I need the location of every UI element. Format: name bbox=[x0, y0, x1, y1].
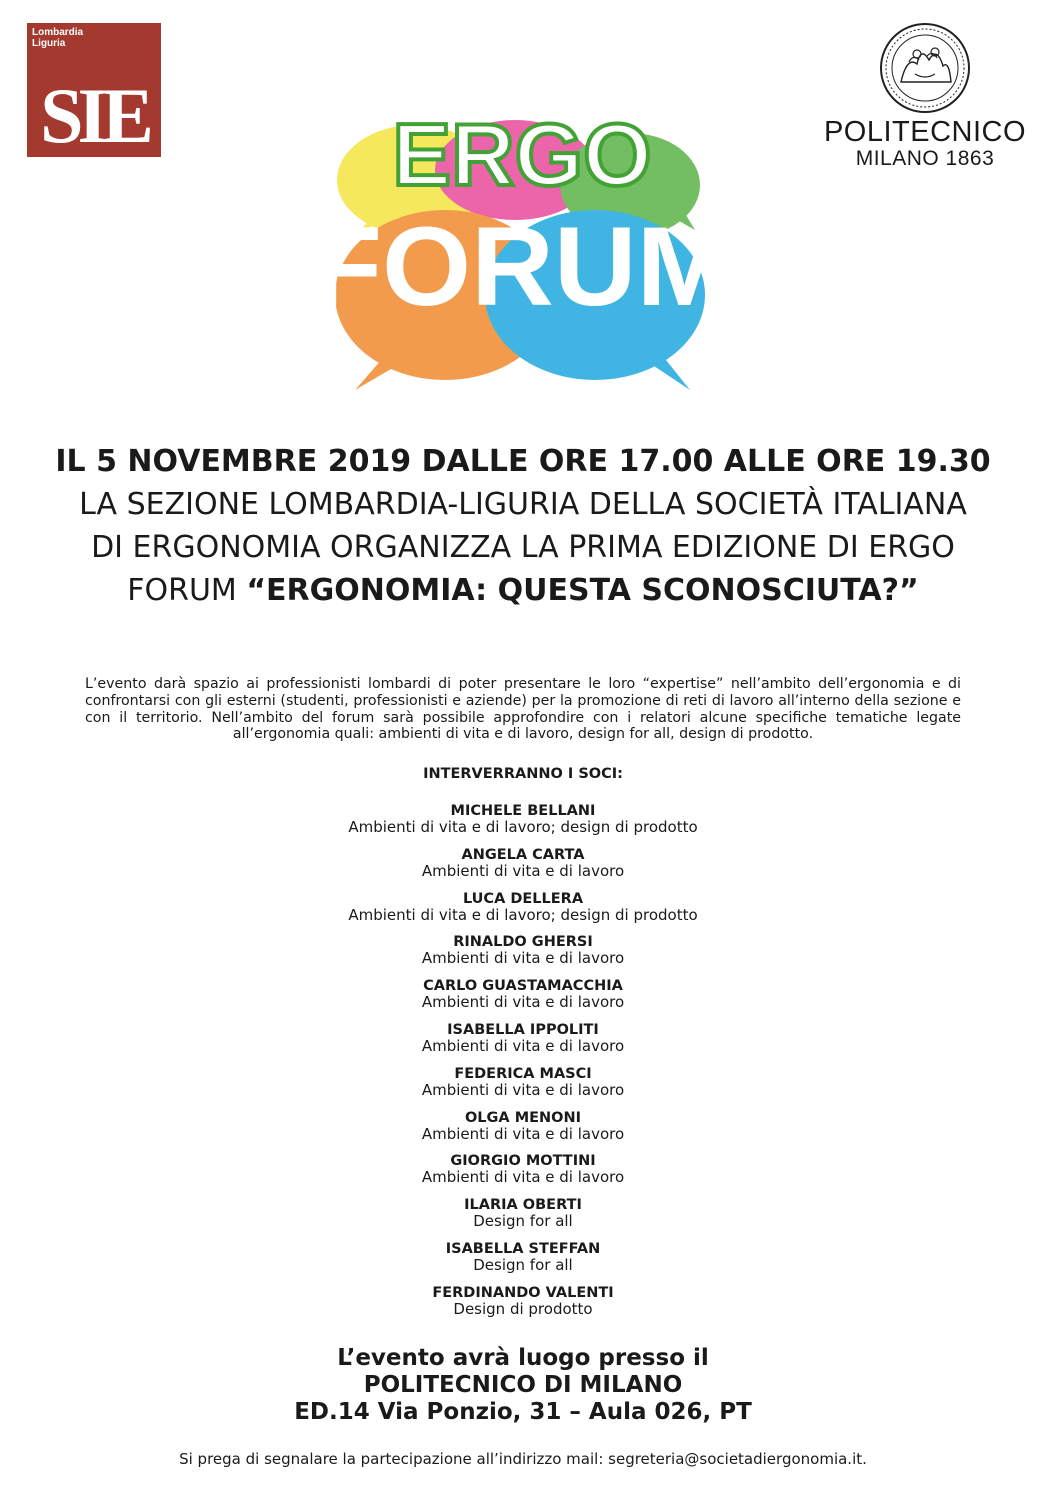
speaker-name: ANGELA CARTA bbox=[461, 846, 585, 863]
headline-line-2: DI ERGONOMIA ORGANIZZA LA PRIMA EDIZIONE DI ERGO bbox=[91, 530, 955, 565]
speaker-item bbox=[0, 1111, 1046, 1155]
footer-note: Si prega di segnalare la partecipazione all’indirizzo mail: segreteria@societadiergonomia.it. bbox=[179, 1450, 867, 1468]
speaker-topic: Ambienti di vita e di lavoro bbox=[421, 861, 625, 880]
speaker-name: LUCA DELLERA bbox=[462, 890, 584, 907]
sie-region-line-1: Lombardia bbox=[32, 27, 84, 38]
speaker-item bbox=[0, 935, 1046, 979]
sie-logo bbox=[27, 23, 161, 157]
speaker-topic: Design for all bbox=[473, 1255, 573, 1274]
ergo-forum-logo bbox=[300, 100, 750, 400]
speaker-name: GIORGIO MOTTINI bbox=[450, 1153, 596, 1170]
headline-line-3-prefix: FORUM bbox=[127, 573, 247, 608]
ergo-logo-text: ERGO bbox=[392, 105, 652, 204]
speaker-topic: Ambienti di vita e di lavoro; design di prodotto bbox=[348, 818, 698, 836]
speaker-name: RINALDO GHERSI bbox=[453, 934, 593, 951]
headline-line-1: LA SEZIONE LOMBARDIA-LIGURIA DELLA SOCIETÀ ITALIANA bbox=[79, 487, 967, 522]
speaker-item bbox=[0, 1023, 1046, 1067]
speaker-item bbox=[0, 804, 1046, 848]
speaker-topic: Ambienti di vita e di lavoro bbox=[421, 1080, 625, 1099]
speaker-item bbox=[0, 1067, 1046, 1111]
politecnico-seal-icon bbox=[879, 22, 971, 114]
speaker-name: ILARIA OBERTI bbox=[464, 1197, 582, 1214]
speaker-name: ISABELLA STEFFAN bbox=[445, 1240, 601, 1257]
sie-region-label bbox=[32, 27, 83, 49]
event-title: “ERGONOMIA: QUESTA SCONOSCIUTA?” bbox=[246, 573, 919, 608]
speaker-item bbox=[0, 848, 1046, 892]
speaker-topic: Design for all bbox=[473, 1212, 573, 1231]
venue-line-2: POLITECNICO DI MILANO bbox=[363, 1372, 683, 1398]
intro-paragraph: L’evento darà spazio ai professionisti lombardi di poter presentare le loro “expertise” nell’ambito dell’ergonomia e di confrontarsi con gli esterni (studenti, professionisti e aziende) per la promozione di reti di lavoro all’interno della sezione e con il territorio. Nell’ambito del forum sarà possibile approfondire con i relatori alcune specifiche tematiche legate all’ergonomia quali: ambienti di vita e di lavoro, design for all, design di prodotto. bbox=[85, 676, 961, 743]
speaker-topic: Ambienti di vita e di lavoro bbox=[421, 1124, 625, 1143]
politecnico-name: POLITECNICO bbox=[823, 116, 1027, 148]
speakers-title: INTERVERRANNO I SOCI: bbox=[423, 766, 623, 782]
speaker-item bbox=[0, 892, 1046, 936]
speaker-topic: Ambienti di vita e di lavoro; design di prodotto bbox=[348, 905, 698, 924]
politecnico-logo bbox=[818, 22, 1032, 170]
sie-region-line-2: Liguria bbox=[32, 38, 66, 49]
speaker-item bbox=[0, 1242, 1046, 1286]
speaker-item bbox=[0, 1198, 1046, 1242]
venue-line-3: ED.14 Via Ponzio, 31 – Aula 026, PT bbox=[294, 1399, 752, 1425]
speaker-topic: Ambienti di vita e di lavoro bbox=[421, 1168, 625, 1187]
headline bbox=[40, 440, 1006, 612]
speaker-topic: Ambienti di vita e di lavoro bbox=[421, 1036, 625, 1055]
speaker-topic: Ambienti di vita e di lavoro bbox=[421, 949, 625, 968]
venue-line-1: L’evento avrà luogo presso il bbox=[337, 1345, 709, 1371]
speaker-topic: Design di prodotto bbox=[453, 1299, 593, 1318]
speaker-item bbox=[0, 1286, 1046, 1330]
speaker-name: ISABELLA IPPOLITI bbox=[447, 1021, 599, 1038]
speaker-name: MICHELE BELLANI bbox=[450, 803, 596, 819]
forum-logo-text: FORUM bbox=[312, 204, 732, 329]
speaker-item bbox=[0, 1154, 1046, 1198]
speakers-list bbox=[0, 804, 1046, 1330]
speaker-name: FEDERICA MASCI bbox=[454, 1065, 592, 1082]
speaker-name: OLGA MENONI bbox=[464, 1109, 582, 1126]
speaker-name: FERDINANDO VALENTI bbox=[432, 1284, 614, 1301]
speaker-topic: Ambienti di vita e di lavoro bbox=[421, 993, 625, 1012]
event-date: IL 5 NOVEMBRE 2019 DALLE ORE 17.00 ALLE ORE 19.30 bbox=[55, 444, 991, 479]
headline-line-3 bbox=[40, 569, 1006, 612]
sie-logo-text: SIE bbox=[40, 72, 148, 159]
speaker-item bbox=[0, 979, 1046, 1023]
venue bbox=[0, 1345, 1046, 1426]
politecnico-city: MILANO 1863 bbox=[855, 147, 995, 170]
speaker-name: CARLO GUASTAMACCHIA bbox=[423, 978, 623, 995]
